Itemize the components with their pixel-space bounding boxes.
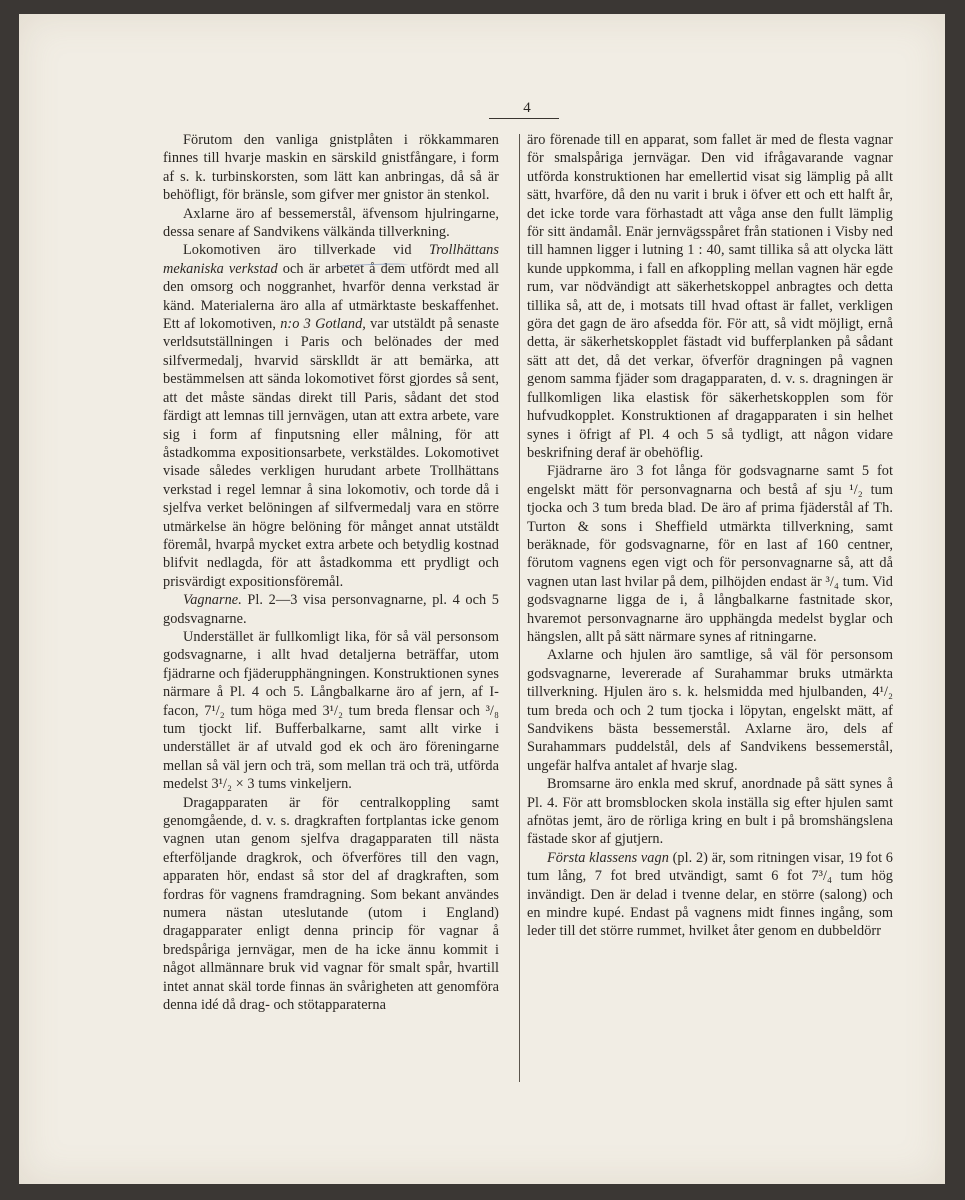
italic-text: n:o 3 Gotland, bbox=[280, 316, 366, 333]
italic-text: Första klassens vagn bbox=[547, 849, 669, 866]
paragraph-springs: Fjädrarne äro 3 fot långa för godsvagnarne samt 5 fot engelskt mätt för personvagnarna och bestå af sju ¹/₂ tum tjocka och 3 tum breda blad. De äro af prima fjäderstål af Th. Turton & sons i Sheffield utmärkta tillverkning, samt beräknade, för godsvagnarne, för en last af 160 centner, förutom vagnens egen vigt och för personvagnarne så, att då vagnen utan last hvilar på dem, pilhöjden endast är ³/₄ tum. Vid godsvagnarne ligga de i, å långbalkarne fastnitade skor, hvaremot personvagnarne äro upphängda medelst byglar och hängslen, allt på sätt närmare synes af ritningarne. bbox=[527, 463, 893, 645]
paragraph-wheels: Axlarne och hjulen äro samtlige, så väl för personsom godsvagnarne, levererade af Surahammar bruks utmärkta tillverkning. Hjulen äro s. k. helsmidda med hjulbanden, 4¹/₂ tum breda och och 2 tum tjocka i löpytan, engelskt mätt, af Sandvikens bästa bessemerstål. Axlarne äro, dels af Surahammars puddelstål, dels af Sandvikens bessemerstål, ungefär halfva antalet af hvarje slag. bbox=[527, 647, 893, 774]
text-run: Lokomotiven äro tillverkade vid bbox=[183, 242, 429, 259]
text-run: Pl. 2—3 visa personvagnarne, pl. 4 och 5 godsvagnarne. bbox=[163, 592, 499, 627]
italic-heading: Vagnarne. bbox=[183, 592, 242, 609]
paragraph-spark-arrester: Förutom den vanliga gnistplåten i rökkammaren finnes till hvarje maskin en särskild gnistfångare, i form af s. k. turbinskorsten, som lätt kan anbringas, då så är behöfligt, för bränsle, som gifver mer gnistor än stenkol. bbox=[163, 132, 499, 204]
right-column bbox=[527, 131, 893, 941]
column-divider bbox=[519, 134, 520, 1082]
document-page bbox=[19, 14, 945, 1184]
text-run: (pl. 2) är, som ritningen visar, 19 fot 6 tum lång, 7 fot bred utvändigt, samt 6 fot 7³/₄ tum hög invändigt. Den är delad i tvenne delar, en större (salong) och en mindre kupé. Endast på vagnens midt finnes ingång, som leder till det större rummet, hvilket åter genom en dubbeldörr bbox=[527, 849, 893, 940]
header-rule bbox=[489, 118, 559, 119]
paragraph-brakes: Bromsarne äro enkla med skruf, anordnade på sätt synes å Pl. 4. För att bromsblocken skola inställa sig efter hjulen samt afnötas jemt, äro de rörliga kring en bult i på bromshängslena fästade skor af gjutjern. bbox=[527, 776, 893, 848]
italic-text: Trollhättans mekaniska verkstad bbox=[163, 242, 499, 277]
paragraph-draw-gear: Dragapparaten är för centralkoppling samt genomgående, d. v. s. dragkraften fortplantas icke genom vagnen utan genom sjelfva dragapparaten till nästa efterföljande dragkrok, och öfverföres till den vagn, apparaten hör, endast så stor del af dragkraften, som fordras för vagnens framdragning. Som bekant användes numera nästan uteslutande (utom i England) dragapparater enligt denna princip för vagnar å bredspåriga jernvägar, men de ha icke ännu kommit i något allmännare bruk vid vagnar för smalt spår, hvartill intet annat skäl torde finnas än svårigheten att genomföra denna idé då drag- och stötapparaterna bbox=[163, 794, 499, 1014]
page-number: 4 bbox=[523, 100, 531, 116]
paragraph-coupling: äro förenade till en apparat, som fallet är med de flesta vagnar för smalspåriga jernvägar. Den vid ifrågavarande vagnar utförda konstruktionen har emellertid visat sig lämplig på allt sätt, hvarföre, då den nu varit i bruk i öfver ett och ett halft år, det icke torde vara förhastadt att våga anse den fullt lämplig för sitt ändamål. Enär jernvägsspåret från stationen i Visby ned till hamnen ligger i lutning 1 : 40, samt tillika så att olycka lätt kunde uppkomma, i fall en afkoppling mellan vagnen här egde rum, var nödvändigt att säkerhetskoppel anbragtes och detta tillika så, att de, i motsats till hvad oftast är fallet, verkligen göra det gagn de äro afsedda för. För att, så vidt möjligt, ernå detta, är säkerhetskopplet fästadt vid bufferplanken på sådant sätt att det, då det verkar, öfverför dragningen på vagnen genom samma fjäder som dragapparaten, d. v. s. dragningen är fullkomligen lika elastisk för säkerhetskopplen som för hufvudkopplet. Konstruktionen af dragapparaten i sin helhet synes i öfrigt af Pl. 4 och 5 så tydligt, att någon vidare beskrifning deraf är obehöflig. bbox=[527, 132, 893, 461]
paragraph-undercarriage: Understället är fullkomligt lika, för så väl personsom godsvagnarne, i allt hvad detaljerna beträffar, utom fjädrarne och fjäderupphängningen. Konstruktionen synes närmare å Pl. 4 och 5. Långbalkarne äro af jern, af I-facon, 7¹/₂ tum höga med 3¹/₂ tum breda flensar och ³/₈ tum tjockt lif. Bufferbalkarne, samt allt virke i understället är af utvald god ek och äro föreningarne mellan så väl jern och trä, som mellan trä och trä, utförda medelst 3¹/₂ × 3 tums vinkeljern. bbox=[163, 628, 499, 793]
text-run: var utstäldt på senaste verldsutställningen i Paris och belönades der med silfvermedalj, hvarvid särsklldt är att bemärka, att bestämmelsen att sända lokomotivet först gjordes så sent, att det måste sändas direkt till Paris, sådant det stod färdigt att lemnas till jernvägen, utan att extra arbete, vare sig i form af finputsning eller målning, för att åstadkomma expositionsarbete, verkstäldes. Lokomotivet visade således verkligen hurudant arbete Trollhättans verkstad i regel lemnar å sina lokomotiv, och torde då i sjelfva verket belöningen af silfvermedalj vara en större utmärkelse än högre belöning för månget annat utstäldt föremål, hvarpå mycket extra arbete och betydlig kostnad blifvit nedlagda, för att åstadkomma ett prydligt och prisvärdigt expositionsföremål. bbox=[163, 316, 499, 590]
left-column bbox=[163, 131, 499, 1015]
paragraph-axles: Axlarne äro af bessemerstål, äfvensom hjulringarne, dessa senare af Sandvikens välkända tillverkning. bbox=[163, 205, 499, 241]
paragraph-wagons-heading bbox=[163, 591, 499, 628]
text-run: och är arbetet å dem utfördt med all den omsorg och noggranhet, hvarför denna verkstad är känd. Materialerna äro alla af utmärktaste beskaffenhet. Ett af lokomotiven, bbox=[163, 260, 499, 333]
paragraph-first-class bbox=[527, 849, 893, 941]
paragraph-locomotives bbox=[163, 241, 499, 591]
